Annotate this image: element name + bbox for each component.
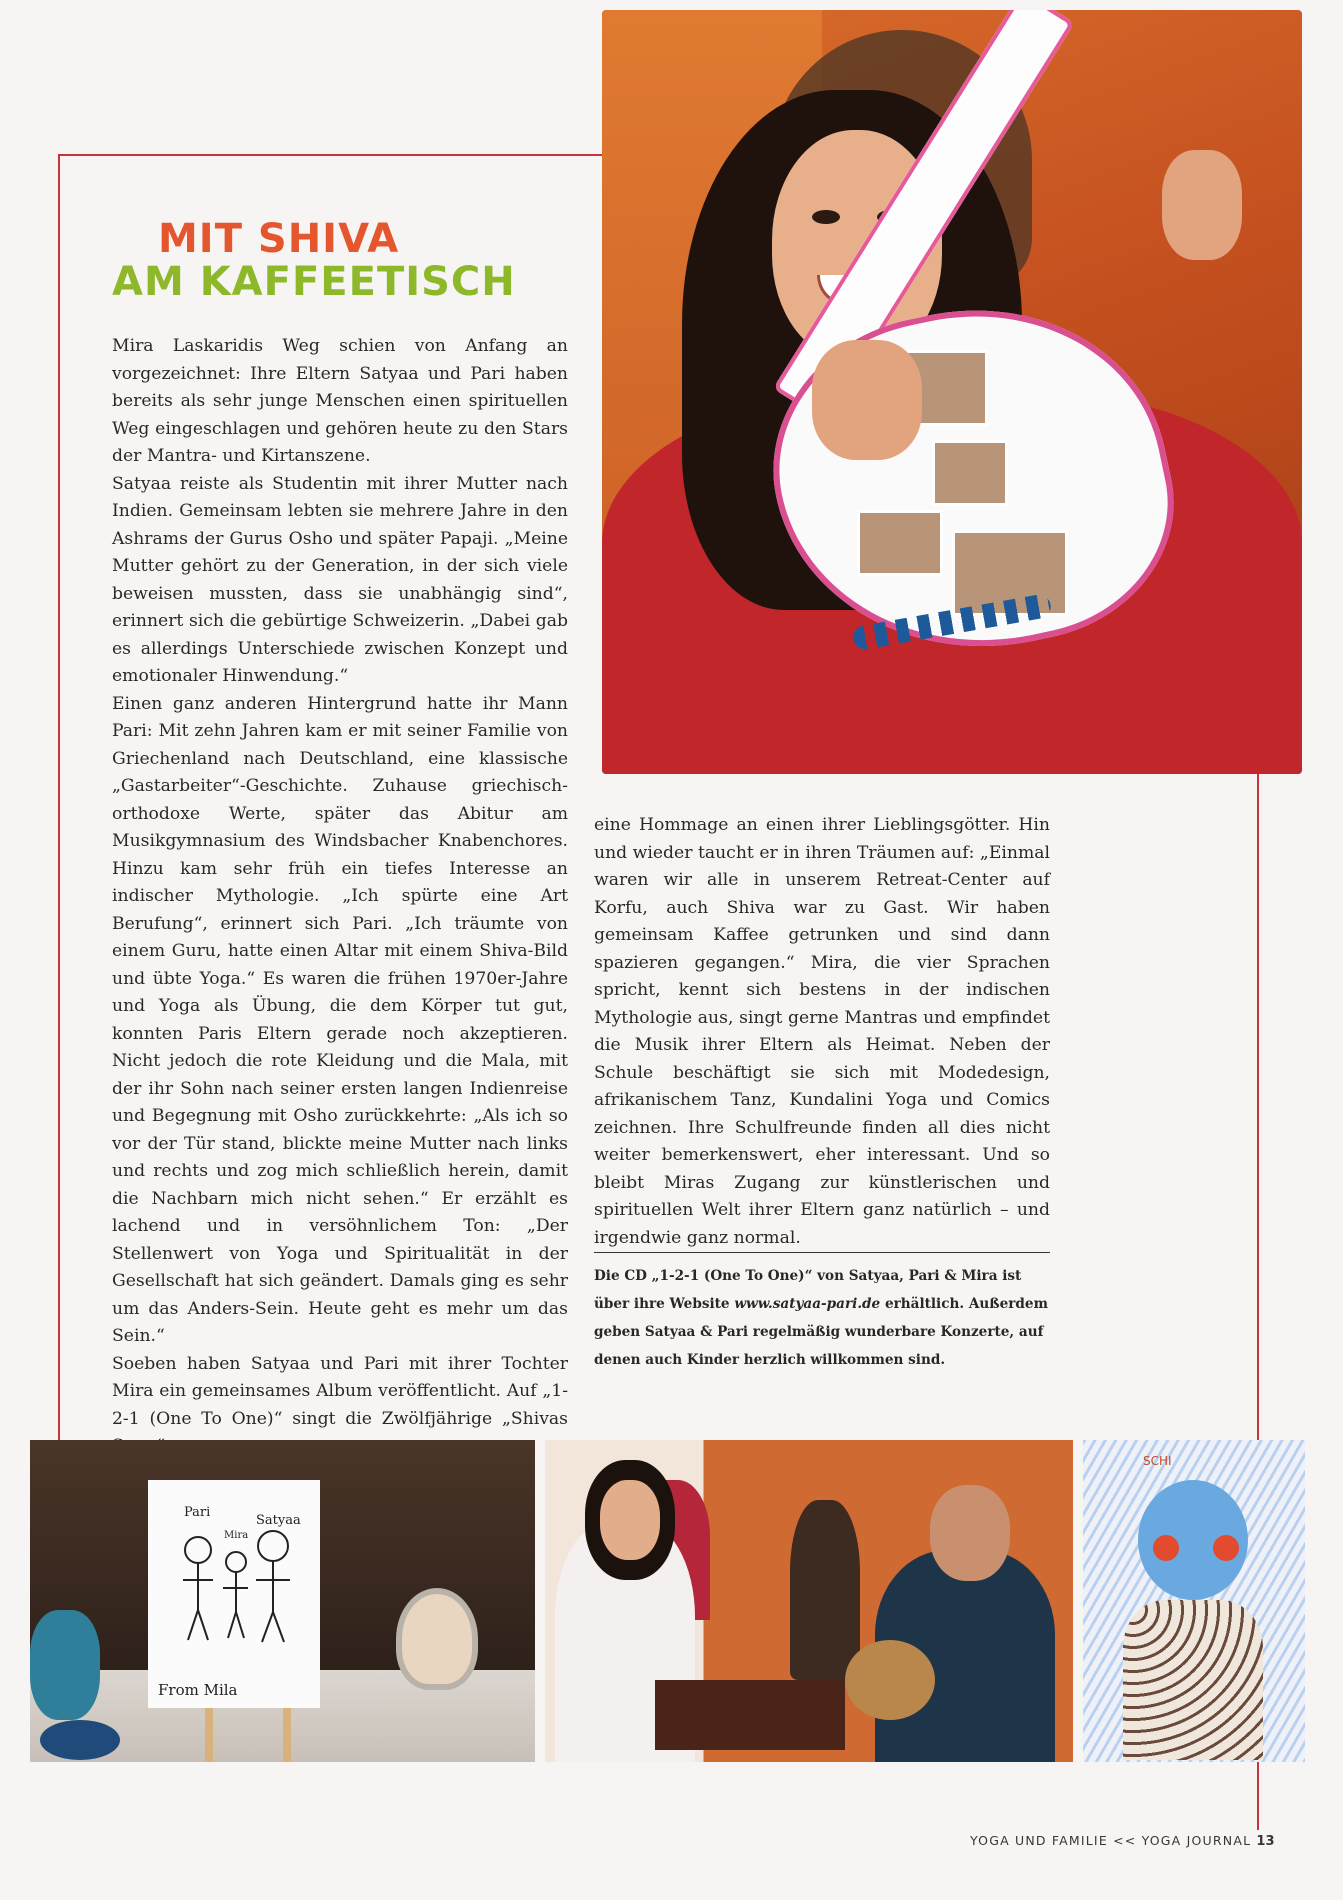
easel [205, 1708, 291, 1762]
caption-divider [594, 1252, 1050, 1253]
page-number: 13 [1256, 1834, 1275, 1849]
guitar [845, 1640, 935, 1720]
hand [812, 340, 922, 460]
hero-photo-mira-with-guitar [602, 10, 1302, 774]
child-drawing-shiva [1083, 1440, 1305, 1762]
footer-section: YOGA UND FAMILIE << YOGA JOURNAL [970, 1833, 1252, 1848]
hand [1162, 150, 1242, 260]
paragraph: eine Hommage an einen ihrer Lieblingsgötter. Hin und wieder taucht er in ihren Träumen auf: „Einmal waren wir alle in unserem Retreat-Center auf Korfu, auch Shiva war zu Gast. Wir haben gemeinsam Kaffee getrunken und sind dann spazieren gegangen.“ Mira, die vier Sprachen spricht, kennt sich bestens in der indischen Mythologie aus, singt gerne Mantras und empfindet die Musik ihrer Eltern als Heimat. Neben der Schule beschäftigt sie sich mit Modedesign, afrikanischem Tanz, Kundalini Yoga und Comics zeichnen. Ihre Schulfreunde finden all dies nicht weiter bemerkenswert, eher interessant. Und so bleibt Miras Zugang zur künstlerischen und spirituellen Welt ihrer Eltern ganz natürlich – und irgendwie ganz normal. [594, 815, 1050, 1248]
website-link[interactable]: www.satyaa-pari.de [734, 1296, 881, 1312]
article-column-left [112, 333, 568, 1461]
paragraph: Einen ganz anderen Hintergrund hatte ihr Mann Pari: Mit zehn Jahren kam er mit seiner Familie von Griechenland nach Deutschland, eine klassische „Gastarbeiter“-Geschichte. Zuhause griechisch-orthodoxe Werte, später das Abitur am Musikgymnasium des Windsbacher Knabenchores. Hinzu kam sehr früh ein tiefes Interesse an indischer Mythologie. „Ich spürte eine Art Berufung“, erinnert sich Pari. „Ich träumte von einem Guru, hatte einen Altar mit einem Shiva-Bild und übte Yoga.“ Es waren die frühen 1970er-Jahre und Yoga als Übung, die dem Körper tut gut, konnten Paris Eltern gerade noch akzeptieren. Nicht jedoch die rote Kleidung und die Mala, mit der ihr Sohn nach seiner ersten langen Indienreise und Begegnung mit Osho zurückkehrte: „Als ich so vor der Tür stand, blickte meine Mutter nach links und rechts und zog mich schließlich herein, damit die Nachbarn mich nicht sehen.“ Er erzählt es lachend und in versöhnlichem Ton: „Der Stellenwert von Yoga und Spiritualität in der Gesellschaft hat sich geändert. Damals ging es sehr um das Anders-Sein. Heute geht es mehr um das Sein.“ [112, 693, 568, 1346]
article-headline [112, 218, 552, 304]
card-signature: From Mila [158, 1681, 238, 1699]
headline-line-2: AM KAFFEETISCH [112, 259, 516, 305]
cd-info-caption: Die CD „1-2-1 (One To One)“ von Satyaa, Pari & Mira ist über ihre Website www.satyaa-pari.de erhältlich. Außerdem geben Satyaa & Pari regelmäßig wunderbare Konzerte, auf denen auch Kinder herzlich willkommen sind. [594, 1268, 1048, 1368]
page-footer [970, 1833, 1275, 1849]
ganesh-figure [30, 1610, 100, 1720]
paragraph: Mira Laskaridis Weg schien von Anfang an vorgezeichnet: Ihre Eltern Satyaa und Pari haben bereits als sehr junge Menschen einen spirituellen Weg eingeschlagen und gehören heute zu den Stars der Mantra- und Kirtanszene. [112, 336, 568, 466]
card-name-pari: Pari [184, 1505, 211, 1520]
headline-line-1: MIT SHIVA [158, 216, 400, 262]
amulet [396, 1588, 478, 1690]
article-column-right [594, 812, 1050, 1252]
stick-figure-drawing [148, 1480, 320, 1708]
card-name-satyaa: Satyaa [256, 1513, 301, 1528]
photo-family-music [545, 1440, 1073, 1762]
paragraph: Soeben haben Satyaa und Pari mit ihrer Tochter Mira ein gemeinsames Album veröffentlicht. Auf „1-2-1 (One To One)“ singt die Zwölfjährige „Shivas [112, 1353, 568, 1429]
paragraph: Satyaa reiste als Studentin mit ihrer Mutter nach Indien. Gemeinsam lebten sie mehrere Jahre in den Ashrams der Gurus Osho und später Papaji. „Meine Mutter gehört zu der Generation, in der sich viele beweisen mussten, dass sie unabhängig sind“, erinnert sich die gebürtige Schweizerin. „Dabei gab es allerdings Unterschiede zwischen Konzept und emotionaler Hinwendung.“ [112, 473, 568, 686]
shrine-statue [790, 1500, 860, 1680]
drawing-label: SCHI [1143, 1454, 1172, 1468]
card-name-mira: Mira [224, 1530, 249, 1541]
photo-family-drawing-card [30, 1440, 535, 1762]
red-frame-left [58, 154, 60, 1454]
red-frame-top [60, 154, 608, 156]
decorative-box [40, 1720, 120, 1760]
harmonium [655, 1680, 845, 1750]
